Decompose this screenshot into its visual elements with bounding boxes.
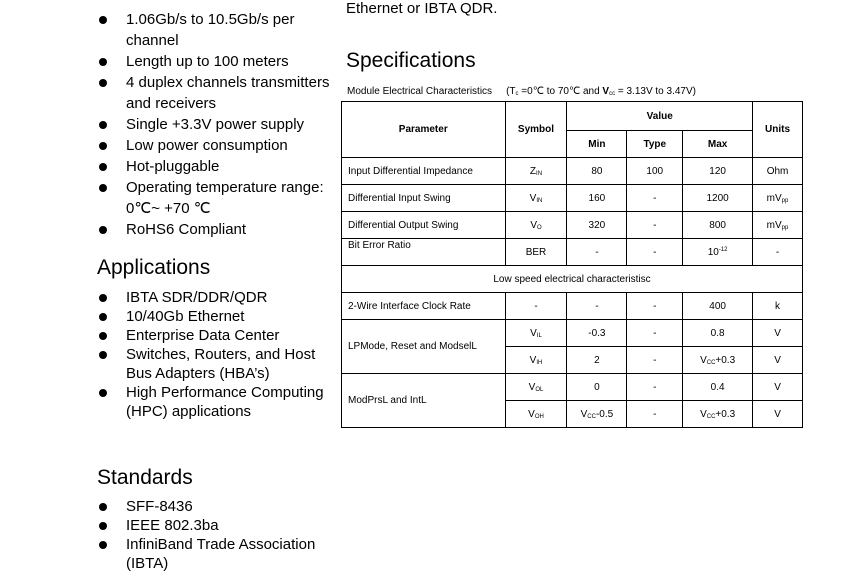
min-cell: - [567,239,627,266]
param-cell: Differential Input Swing [342,185,506,212]
table-row [342,320,803,347]
feature-item: RoHS6 Compliant [98,219,333,240]
table-header-row [342,102,803,131]
type-cell: - [627,347,683,374]
feature-item: Length up to 100 meters [98,51,333,72]
section-row [342,266,803,293]
caption-conditions: ($T_c$ =0℃ to 70℃ and $V_{cc} = 3.13V$ to 3.47V) [506,86,696,97]
symbol-cell: - [505,293,567,320]
min-cell: $V_{CC}-0.5$ [567,401,627,428]
type-cell: - [627,374,683,401]
symbol-cell: $V_{IH}$ [505,347,567,374]
application-item: High Performance Computing (HPC) applications [98,383,333,421]
type-cell: - [627,185,683,212]
min-cell: 0 [567,374,627,401]
min-cell: 2 [567,347,627,374]
header-symbol: Symbol [505,102,567,158]
section-label: Low speed electrical characteristisc [342,266,803,293]
electrical-characteristics-table [341,101,803,428]
application-item: IBTA SDR/DDR/QDR [98,288,333,307]
intro-text-tail: Ethernet or IBTA QDR. [346,0,498,17]
param-cell: ModPrsL and IntL [342,374,506,428]
application-item: Switches, Routers, and Host Bus Adapters (HBA’s) [98,345,333,383]
header-min: Min [567,131,627,158]
header-units: Units [753,102,803,158]
min-cell: -0.3 [567,320,627,347]
unit-cell: k [753,293,803,320]
standard-item: InfiniBand Trade Association (IBTA) [98,535,333,573]
type-cell: - [627,212,683,239]
standards-heading: Standards [97,466,193,489]
type-cell: 100 [627,158,683,185]
max-cell: 0.4 [683,374,753,401]
unit-cell: $mV_{pp}$ [753,212,803,239]
feature-item: Single +3.3V power supply [98,114,333,135]
table-row [342,158,803,185]
max-cell: $V_{CC}+0.3$ [683,401,753,428]
feature-item: Hot-pluggable [98,156,333,177]
table-row [342,293,803,320]
feature-item: Low power consumption [98,135,333,156]
symbol-cell: $V_{OL}$ [505,374,567,401]
header-value: Value [567,102,753,131]
unit-cell: V [753,320,803,347]
application-item: Enterprise Data Center [98,326,333,345]
unit-cell: V [753,347,803,374]
symbol-cell: $V_{IN}$ [505,185,567,212]
standard-item: SFF-8436 [98,497,333,516]
unit-cell: V [753,374,803,401]
param-cell: Differential Output Swing [342,212,506,239]
min-cell: 160 [567,185,627,212]
unit-cell: Ohm [753,158,803,185]
header-parameter: Parameter [342,102,506,158]
feature-item: 1.06Gb/s to 10.5Gb/s per channel [98,9,333,51]
table-row [342,185,803,212]
unit-cell: V [753,401,803,428]
standard-item: IEEE 802.3ba [98,516,333,535]
min-cell: - [567,293,627,320]
standards-list [98,497,333,573]
max-cell: $V_{CC}+0.3$ [683,347,753,374]
param-cell: Input Differential Impedance [342,158,506,185]
param-cell: 2-Wire Interface Clock Rate [342,293,506,320]
param-cell: LPMode, Reset and ModselL [342,320,506,374]
max-cell: $10^{-12}$ [683,239,753,266]
applications-heading: Applications [97,256,211,279]
max-cell: 1200 [683,185,753,212]
min-cell: 80 [567,158,627,185]
symbol-cell: $V_{OH}$ [505,401,567,428]
max-cell: 0.8 [683,320,753,347]
specifications-heading: Specifications [346,49,476,72]
symbol-cell: $V_O$ [505,212,567,239]
max-cell: 120 [683,158,753,185]
header-type: Type [627,131,683,158]
table-row [342,239,803,266]
max-cell: 800 [683,212,753,239]
caption-title: Module Electrical Characteristics [347,86,493,97]
symbol-cell: BER [505,239,567,266]
type-cell: - [627,401,683,428]
header-max: Max [683,131,753,158]
max-cell: 400 [683,293,753,320]
features-list [98,9,333,240]
table-caption [347,85,696,101]
type-cell: - [627,293,683,320]
type-cell: - [627,320,683,347]
unit-cell: - [753,239,803,266]
symbol-cell: $V_{IL}$ [505,320,567,347]
feature-item: Operating temperature range: 0℃~ +70 ℃ [98,177,333,219]
min-cell: 320 [567,212,627,239]
table-row [342,374,803,401]
type-cell: - [627,239,683,266]
table-row [342,212,803,239]
param-cell: Bit Error Ratio [342,239,506,266]
unit-cell: $mV_{pp}$ [753,185,803,212]
applications-list [98,288,333,421]
symbol-cell: $Z_{IN}$ [505,158,567,185]
feature-item: 4 duplex channels transmitters and receivers [98,72,333,114]
application-item: 10/40Gb Ethernet [98,307,333,326]
